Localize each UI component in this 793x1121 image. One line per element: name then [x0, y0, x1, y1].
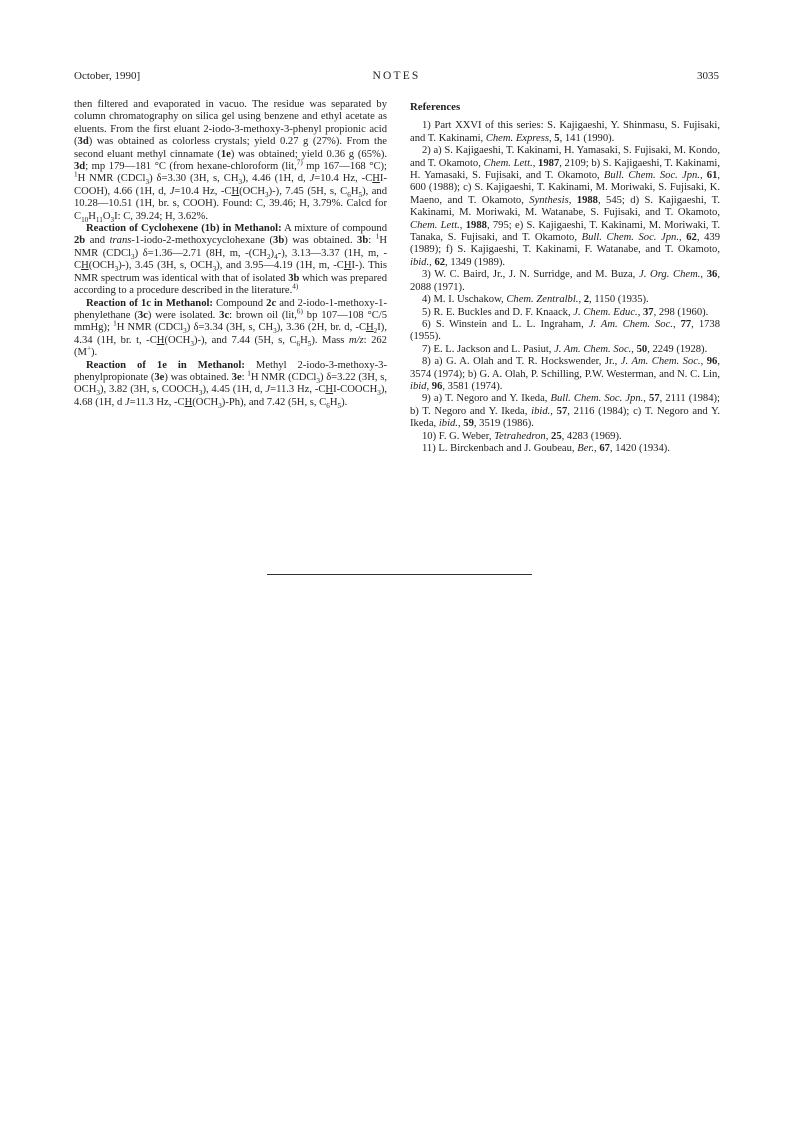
- reference-item: [410, 356, 720, 393]
- text-run: =10.4 Hz, -C: [174, 185, 232, 197]
- text-run: =10.4 Hz, -C: [314, 173, 373, 185]
- text-run: , 2249 (1928).: [647, 343, 708, 355]
- text-run: ), 4.46 (1H, d,: [242, 173, 310, 185]
- text-run: ), 4.68 (1H, d: [74, 384, 387, 408]
- text-run: 1: [375, 232, 380, 241]
- text-run: ) δ=3.30 (3H, s, CH: [149, 173, 239, 185]
- text-run: 3: [96, 389, 100, 398]
- text-run: , 1420 (1934).: [609, 442, 670, 454]
- section-heading: Reaction of 1e in Methanol:: [86, 359, 245, 371]
- text-run: J. Am. Chem. Soc.: [588, 318, 673, 330]
- text-run: 6): [296, 307, 303, 316]
- text-run: , 3519 (1986).: [473, 418, 534, 430]
- text-run: ; mp 179—181 °C (from hexane-chloroform (lit,: [85, 161, 297, 173]
- text-run: J: [265, 384, 271, 396]
- text-run: 3c: [219, 309, 230, 321]
- text-run: ,: [699, 170, 707, 182]
- text-run: J. Chem. Educ.: [573, 306, 638, 318]
- text-run: +: [86, 344, 92, 353]
- page-number: 3035: [697, 70, 719, 82]
- text-run: ,: [700, 269, 707, 281]
- text-run: , 1150 (1935).: [589, 294, 649, 306]
- text-run: 3e: [231, 371, 242, 383]
- text-run: 57: [556, 405, 568, 417]
- text-run: I-COOCH: [333, 384, 378, 396]
- text-run: 57: [649, 393, 660, 405]
- section-heading: Reaction of Cyclohexene (1b) in Methanol:: [86, 223, 282, 235]
- text-run: I-COOH), 4.66 (1H, d,: [74, 173, 387, 197]
- text-run: 61: [706, 170, 718, 182]
- text-run: mp 167—168 °C);: [302, 161, 387, 173]
- text-run: 3: [238, 178, 243, 187]
- text-run: , 2116 (1984); c) T. Negoro and Y. Ikeda,: [410, 405, 720, 430]
- text-run: 2b: [74, 235, 86, 247]
- text-run: 3: [131, 252, 135, 261]
- text-run: , 3574 (1974); b) G. A. Olah, P. Schilling, P.W. Westerman, and N. C. Lin,: [410, 356, 720, 380]
- text-run: 3: [218, 401, 222, 410]
- text-run: , 4283 (1969).: [561, 430, 622, 442]
- text-run: 4) M. I. Uschakow,: [422, 294, 507, 306]
- text-run: 1e: [220, 148, 231, 160]
- text-run: H: [343, 260, 352, 272]
- text-run: , 141 (1990).: [559, 132, 615, 144]
- text-run: , 1349 (1989).: [445, 256, 506, 268]
- text-run: ibid.: [438, 418, 458, 430]
- text-run: 1: [247, 369, 251, 378]
- text-run: 1: [113, 319, 117, 328]
- text-run: 11) L. Birckenbach and J. Goubeau,: [422, 442, 578, 454]
- text-run: 11: [95, 215, 103, 224]
- text-run: ) δ=3.22 (3H, s, OCH: [74, 371, 388, 396]
- text-run: 37: [643, 306, 654, 318]
- text-run: 6: [326, 401, 330, 410]
- text-run: Chem. Lett.: [410, 219, 460, 231]
- text-run: J. Am. Chem. Soc.: [554, 343, 632, 355]
- text-run: 3: [316, 377, 320, 386]
- text-run: 6: [296, 339, 301, 348]
- text-run: 25: [551, 430, 562, 442]
- text-run: 3b: [273, 235, 285, 247]
- text-run: 7): [296, 158, 303, 167]
- text-run: Bull. Chem. Soc. Jpn.: [550, 393, 644, 405]
- text-run: ,: [672, 318, 681, 330]
- text-run: Chem. Zentralbl.: [506, 294, 579, 306]
- text-run: ,: [578, 294, 584, 306]
- text-run: I-). This NMR spectrum was identical with that of isolated: [74, 260, 387, 284]
- page-header: [74, 70, 719, 86]
- text-run: 3: [377, 389, 381, 398]
- text-run: -1-iodo-2-methoxycyclohexane (: [131, 235, 274, 247]
- text-run: 3e: [154, 371, 165, 383]
- text-run: J: [124, 396, 130, 408]
- references-heading: References: [410, 101, 461, 113]
- text-run: 4: [274, 252, 278, 261]
- text-run: :: [241, 371, 248, 383]
- text-run: (OCH: [164, 334, 191, 346]
- text-run: ,: [568, 194, 577, 206]
- text-run: ) was obtained as colorless crystals; yield 0.27 g (27%). From the second eluant methyl cinnamate (: [74, 136, 387, 160]
- text-run: ,: [548, 132, 555, 144]
- text-run: (OCH: [192, 396, 219, 408]
- text-run: 2: [373, 327, 378, 336]
- reference-item: [410, 145, 720, 269]
- text-run: ). Mass: [311, 334, 349, 346]
- text-run: trans: [109, 235, 132, 247]
- text-run: m/z: [348, 334, 364, 346]
- text-run: ) was obtained; yield 0.36 g (65%).: [230, 148, 387, 160]
- text-run: 67: [599, 442, 610, 454]
- text-run: ) was obtained.: [164, 371, 232, 383]
- text-run: H NMR (CDCl: [250, 371, 317, 383]
- text-run: 96: [431, 380, 443, 392]
- text-run: H: [372, 173, 380, 185]
- text-run: 2: [583, 294, 590, 306]
- text-run: 5) R. E. Buckles and D. F. Knaack,: [422, 306, 574, 318]
- text-run: Methyl 2-iodo-3-methoxy-3-phenylpropionate (: [74, 359, 387, 383]
- text-run: 3d: [74, 161, 86, 173]
- text-run: ,: [429, 256, 435, 268]
- text-run: 96: [706, 356, 718, 368]
- text-run: Compound: [212, 297, 267, 309]
- experimental-paragraph-1c: [74, 298, 387, 360]
- text-run: 6) S. Winstein and L. L. Ingraham,: [422, 318, 589, 330]
- text-run: , 545; d) S. Kajigaeshi, T. Kakinami, M. Moriwaki, M. Watanabe, S. Fujisaki, and T. Okamoto,: [410, 194, 721, 219]
- header-date: October, 1990]: [74, 70, 141, 82]
- text-run: H: [300, 334, 308, 346]
- text-run: , 298 (1960).: [653, 306, 709, 318]
- text-run: Ber.: [577, 442, 595, 454]
- reference-item: [410, 319, 720, 344]
- right-column: [410, 99, 720, 455]
- text-run: , 439 (1989); f) S. Kajigaeshi, T. Kakinami, F. Watanabe, and T. Okamoto,: [410, 232, 720, 256]
- text-run: : brown oil (lit,: [229, 309, 297, 321]
- text-run: 59: [463, 418, 474, 430]
- text-run: 50: [636, 343, 648, 355]
- text-run: ibid.: [410, 256, 430, 268]
- text-run: H: [329, 396, 338, 408]
- text-run: 7) E. L. Jackson and L. Pasiut,: [422, 343, 555, 355]
- section-heading: Reaction of 1c in Methanol:: [86, 297, 213, 309]
- text-run: ibid: [410, 380, 427, 392]
- text-run: 62: [686, 232, 697, 244]
- text-run: J: [169, 185, 175, 197]
- text-run: ) δ=3.34 (3H, s, CH: [186, 322, 274, 334]
- text-run: 3c: [137, 309, 148, 321]
- text-run: )-), 7.45 (5H, s, C: [268, 185, 348, 197]
- experimental-paragraph-1e: [74, 360, 387, 410]
- text-run: =11.3 Hz, -C: [129, 396, 185, 408]
- text-run: , 2111 (1984); b) T. Negoro and Y. Ikeda,: [410, 393, 720, 417]
- text-run: 5: [358, 190, 363, 199]
- reference-item: [410, 344, 720, 356]
- text-run: then filtered and evaporated in vacuo. The residue was separated by column chromatography on silica gel using benzene and ethyl acetate as eluents. From the first eluant 2-iodo-3-methoxy-3-phenyl propionic acid (: [74, 99, 387, 148]
- text-run: , 795; e) S. Kajigaeshi, T. Kakinami, M. Moriwaki, T. Tanaka, S. Fujisaki, and T. Okamoto,: [410, 219, 720, 244]
- reference-item: [410, 307, 720, 319]
- text-run: 4): [292, 282, 299, 291]
- text-run: 10) F. G. Weber,: [422, 430, 495, 442]
- text-run: ,: [426, 380, 432, 392]
- text-run: 3: [183, 327, 187, 336]
- text-run: ,: [643, 393, 650, 405]
- text-run: 2c: [266, 297, 277, 309]
- text-run: O: [102, 210, 111, 222]
- text-run: J. Am. Chem. Soc.: [620, 356, 701, 368]
- text-run: 2) a) S. Kajigaeshi, T. Kakinami, H. Yamasaki, S. Fujisaki, M. Kondo, and T. Okamoto,: [410, 145, 720, 169]
- text-run: 6: [347, 190, 351, 199]
- text-run: H: [81, 260, 89, 272]
- text-run: 3: [145, 178, 150, 187]
- text-run: , 2109; b) S. Kajigaeshi, T. Kakinami, H. Yamasaki, S. Fujisaki, and T. Okamoto,: [410, 157, 720, 182]
- text-run: 5: [337, 401, 342, 410]
- experimental-paragraph-cyclohexene: [74, 223, 387, 297]
- text-run: Chem. Lett.: [483, 157, 533, 169]
- text-run: 36: [706, 269, 718, 281]
- text-run: ,: [678, 232, 687, 244]
- left-column: [74, 99, 387, 409]
- text-run: ibid.: [531, 405, 551, 417]
- text-run: 1) Part XXVI of this series: S. Kajigaeshi, Y. Shinmasu, S. Fujisaki, and T. Kakinami,: [410, 120, 720, 144]
- text-run: 10: [81, 215, 89, 224]
- reference-item: [410, 393, 720, 430]
- text-run: H NMR (CDCl: [77, 173, 146, 185]
- text-run: 5: [307, 339, 312, 348]
- reference-item: [410, 294, 720, 306]
- text-run: I: C, 39.24; H, 3.62%.: [114, 210, 208, 222]
- text-run: 1988: [465, 219, 487, 231]
- text-run: 3: [273, 327, 277, 336]
- text-run: ,: [545, 430, 552, 442]
- text-run: 3) W. C. Baird, Jr., J. N. Surridge, and M. Buza,: [422, 269, 640, 281]
- text-run: ), 4.45 (1H, d,: [202, 384, 266, 396]
- text-run: ,: [459, 219, 466, 231]
- text-run: (OCH: [239, 185, 266, 197]
- text-run: 1988: [576, 194, 598, 206]
- text-run: ,: [637, 306, 643, 318]
- text-run: )-), and 7.44 (5H, s, C: [193, 334, 297, 346]
- text-run: and: [85, 235, 110, 247]
- text-run: 3b: [357, 235, 369, 247]
- text-run: 3b: [288, 272, 300, 284]
- text-run: , 600 (1988); c) S. Kajigaeshi, T. Kakinami, M. Moriwaki, S. Fujisaki, K. Maeno, and T. Okamoto,: [410, 170, 721, 206]
- text-run: ,: [550, 405, 557, 417]
- text-run: 3: [190, 339, 194, 348]
- text-run: 3: [110, 215, 115, 224]
- text-run: )-), 3.45 (3H, s, OCH: [118, 260, 213, 272]
- text-run: 3: [114, 265, 119, 274]
- text-run: 3d: [77, 136, 89, 148]
- text-run: 1: [74, 170, 78, 179]
- reference-item: [410, 431, 720, 443]
- text-run: H: [156, 334, 165, 346]
- text-run: Chem. Express: [485, 132, 549, 144]
- text-run: , 2088 (1971).: [410, 269, 720, 293]
- text-run: H NMR (CDCl: [74, 235, 387, 259]
- text-run: ,: [631, 343, 637, 355]
- text-run: 1987: [538, 157, 560, 169]
- text-run: Bull. Chem. Soc. Jpn.: [603, 170, 700, 182]
- text-run: 3: [212, 265, 217, 274]
- text-run: 77: [680, 318, 692, 330]
- text-run: ,: [700, 356, 707, 368]
- text-run: , 3581 (1974).: [442, 380, 503, 392]
- text-run: H: [325, 384, 334, 396]
- text-run: H: [366, 322, 374, 334]
- end-of-article-rule: [267, 574, 532, 575]
- text-run: ) was obtained.: [284, 235, 358, 247]
- text-run: 3: [265, 190, 269, 199]
- text-run: ) were isolated.: [147, 309, 220, 321]
- text-run: ), 3.82 (3H, s, COOCH: [99, 384, 199, 396]
- text-run: ): [270, 247, 275, 259]
- text-run: ,: [594, 442, 600, 454]
- text-run: bp 107—108 °C/5 mmHg);: [74, 309, 387, 334]
- text-run: =11.3 Hz, -C: [270, 384, 326, 396]
- text-run: )-Ph), and 7.42 (5H, s, C: [221, 396, 327, 408]
- text-run: H NMR (CDCl: [116, 322, 184, 334]
- reference-item: [410, 443, 720, 455]
- text-run: ,: [532, 157, 539, 169]
- text-run: A mixture of compound: [281, 223, 387, 235]
- text-run: ).: [341, 396, 348, 408]
- text-run: ), and 10.28—10.51 (1H, br. s, COOH). Found: C, 39.46; H, 3.79%. Calcd for C: [74, 185, 388, 222]
- experimental-paragraph-3d: [74, 99, 387, 223]
- text-run: 62: [434, 256, 446, 268]
- text-run: and 2-iodo-1-methoxy-1-phenylethane (: [74, 297, 388, 321]
- text-run: -), 3.13—3.37 (1H, m, -C: [74, 247, 387, 272]
- text-run: (OCH: [88, 260, 115, 272]
- text-run: Bull. Chem. Soc. Jpn.: [581, 232, 679, 244]
- text-run: ) δ=1.36—2.71 (8H, m, -(CH: [134, 247, 267, 259]
- text-run: ,: [457, 418, 464, 430]
- reference-item: [410, 120, 720, 145]
- text-run: J: [309, 173, 315, 185]
- text-run: 2: [266, 252, 271, 261]
- text-run: , 1738 (1955).: [410, 318, 720, 343]
- header-section: NOTES: [372, 70, 421, 82]
- text-run: :: [368, 235, 376, 247]
- text-run: 8) a) G. A. Olah and T. R. Hockswender, Jr.,: [422, 356, 621, 368]
- text-run: which was prepared according to a procedure described in the literature.: [74, 272, 387, 297]
- text-run: H: [350, 185, 359, 197]
- text-run: : 262 (M: [74, 334, 387, 359]
- text-run: H: [231, 185, 240, 197]
- text-run: I), 4.34 (1H, br. t, -C: [74, 322, 387, 346]
- text-run: H: [184, 396, 193, 408]
- reference-item: [410, 269, 720, 294]
- text-run: 3: [198, 389, 203, 398]
- text-run: Tetrahedron: [494, 430, 546, 442]
- text-run: ), 3.36 (2H, br. d, -C: [276, 322, 367, 334]
- text-run: Synthesis: [529, 194, 569, 206]
- text-run: 5: [554, 132, 560, 144]
- text-run: J. Org. Chem.: [639, 269, 701, 281]
- text-run: ).: [91, 347, 98, 359]
- text-run: H: [88, 210, 96, 222]
- text-run: ), and 3.95—4.19 (1H, m, -C: [216, 260, 344, 272]
- text-run: 9) a) T. Negoro and Y. Ikeda,: [422, 393, 551, 405]
